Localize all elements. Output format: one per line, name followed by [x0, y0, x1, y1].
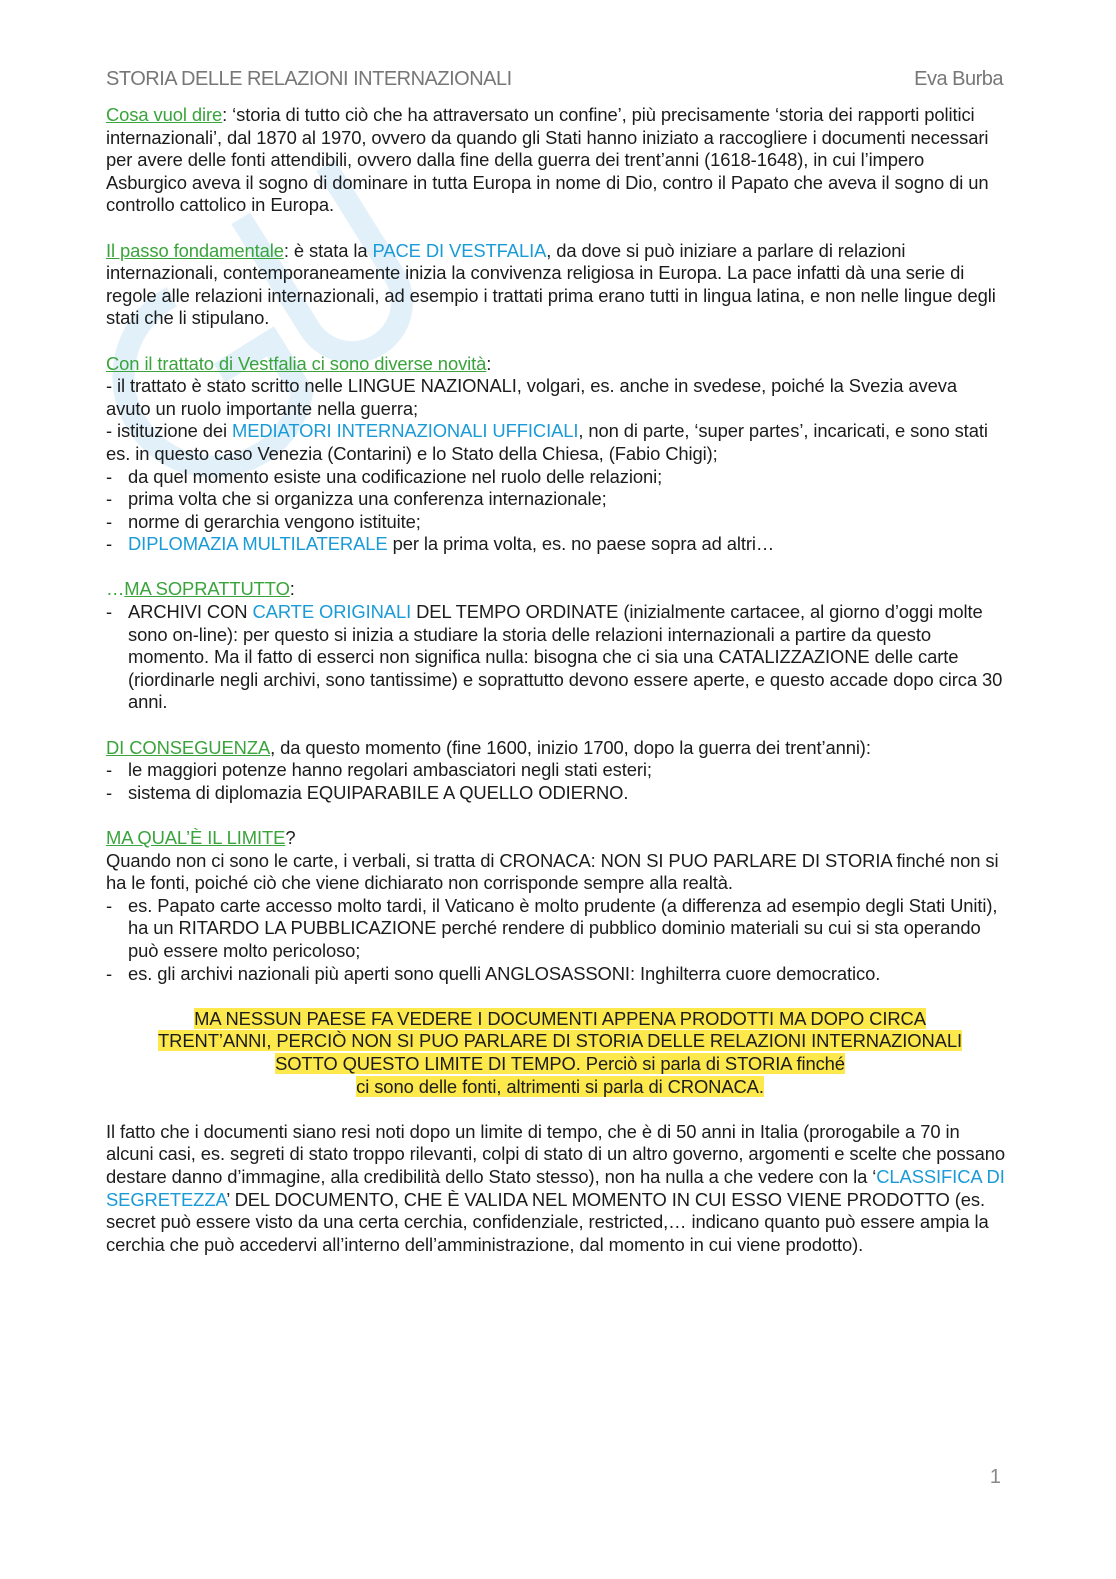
soprattutto-colon: :	[289, 578, 295, 600]
classifica-keyword: CLASSIFICA DI SEGRETEZZA	[106, 1165, 1005, 1210]
definition-label: Cosa vuol dire	[106, 104, 223, 125]
passo-label: Il passo fondamentale	[106, 239, 284, 261]
list-item: - es. Papato carte accesso molto tardi, il Vaticano è molto prudente (a differenza ad esempio degli Stati Uniti), ha un RITARDO LA PUBBLICAZIONE perché rendere di pubblico dominio materiali su cui si sta operando può essere molto pericoloso;	[106, 895, 1006, 963]
conseguenza-list	[106, 759, 1006, 804]
highlight-line: TRENT’ANNI, PERCIÒ NON SI PUO PARLARE DI STORIA DELLE RELAZIONI INTERNAZIONALI	[158, 1030, 962, 1052]
limite-text: Quando non ci sono le carte, i verbali, si tratta di CRONACA: NON SI PUO PARLARE DI STORIA finché non si ha le fonti, poiché ciò che viene dichiarato non corrisponde sempre alla realtà.	[106, 849, 999, 894]
archivi-text-a: ARCHIVI CON	[128, 601, 253, 623]
novita-line-2	[106, 420, 1006, 465]
conseguenza-label: DI CONSEGUENZA	[106, 736, 271, 758]
novita-list	[106, 466, 1006, 556]
list-item	[106, 533, 1006, 556]
list-item: - prima volta che si organizza una conferenza internazionale;	[106, 488, 1006, 511]
paragraph-segretezza	[106, 1121, 1006, 1257]
document-title: STORIA DELLE RELAZIONI INTERNAZIONALI	[106, 68, 512, 90]
diplomazia-text: per la prima volta, es. no paese sopra ad altri…	[387, 533, 775, 555]
list-item: - norme di gerarchia vengono istituite;	[106, 511, 1006, 534]
author-name: Eva Burba	[914, 68, 1003, 90]
section-conseguenza	[106, 737, 1006, 805]
section-soprattutto	[106, 578, 1006, 714]
page-number: 1	[989, 1466, 1001, 1488]
highlight-line: SOTTO QUESTO LIMITE DI TEMPO. Perciò si parla di STORIA finché	[275, 1052, 845, 1074]
paragraph-passo	[106, 240, 1006, 330]
novita-line-2-a: - istituzione dei	[106, 420, 232, 442]
list-item: - da quel momento esiste una codificazione nel ruolo delle relazioni;	[106, 466, 1006, 489]
highlight-line: ci sono delle fonti, altrimenti si parla di CRONACA.	[356, 1075, 764, 1097]
highlight-line: MA NESSUN PAESE FA VEDERE I DOCUMENTI APPENA PRODOTTI MA DOPO CIRCA	[194, 1007, 926, 1029]
pace-vestfalia-keyword: PACE DI VESTFALIA	[372, 239, 547, 261]
passo-text-a: : è stata la	[283, 239, 373, 261]
soprattutto-list	[106, 601, 1006, 714]
passo-text-b: , da dove si può iniziare a parlare di relazioni internazionali, contemporaneamente inizia la convivenza religiosa in Europa. La pace infatti dà una serie di regole alle relazioni internazionali, ad esempio i trattati prima erano tutti in lingua latina, e non nelle lingue degli stati che li stipulano.	[106, 239, 996, 329]
diplomazia-keyword: DIPLOMAZIA MULTILATERALE	[128, 533, 388, 555]
document-body	[106, 104, 1006, 1256]
archivi-text-b: DEL TEMPO ORDINATE (inizialmente cartacee, al giorno d’oggi molte sono on-line): per questo si inizia a studiare la storia delle relazioni internazionali a partire da questo momento. Ma il fatto di esserci non significa nulla: bisogna che ci sia una CATALIZZAZIONE delle carte (riordinarle negli archivi, sono tantissime) e soprattutto devono essere aperte, e questo accade dopo circa 30 anni.	[128, 601, 1003, 713]
highlighted-note	[106, 1008, 1006, 1098]
soprattutto-label: MA SOPRATTUTTO	[124, 578, 290, 600]
list-item: - es. gli archivi nazionali più aperti sono quelli ANGLOSASSONI: Inghilterra cuore democratico.	[106, 963, 1006, 986]
segretezza-text-a: Il fatto che i documenti siano resi noti dopo un limite di tempo, che è di 50 anni in Italia (prorogabile a 70 in alcuni casi, es. segreti di stato troppo rilevanti, colpi di stato di un altro governo, argomenti e scelte che possano destare danno d’immagine, alla credibilità dello Stato stesso), non ha nulla a che vedere con la ‘	[106, 1120, 1006, 1187]
conseguenza-text: , da questo momento (fine 1600, inizio 1700, dopo la guerra dei trent’anni):	[270, 736, 871, 758]
soprattutto-ellipsis: …	[106, 578, 125, 600]
page-header	[106, 68, 1003, 91]
limite-list	[106, 895, 1006, 985]
novita-colon: :	[486, 352, 492, 374]
paragraph-definition	[106, 104, 1006, 217]
list-item: - sistema di diplomazia EQUIPARABILE A QUELLO ODIERNO.	[106, 782, 1006, 805]
section-novita	[106, 353, 1006, 556]
novita-line-2-b: , non di parte, ‘super partes’, incaricati, e sono stati es. in questo caso Venezia (Contarini) e lo Stato della Chiesa, (Fabio Chigi);	[106, 420, 988, 464]
list-item: - le maggiori potenze hanno regolari ambasciatori negli stati esteri;	[106, 759, 1006, 782]
limite-label: MA QUAL’È IL LIMITE	[106, 827, 286, 848]
novita-line-1: - il trattato è stato scritto nelle LINGUE NAZIONALI, volgari, es. anche in svedese, poiché la Svezia aveva avuto un ruolo importante nella guerra;	[106, 375, 957, 419]
limite-qmark: ?	[285, 827, 296, 848]
novita-label: Con il trattato di Vestfalia ci sono diverse novità	[106, 352, 487, 374]
segretezza-text-b: ’ DEL DOCUMENTO, CHE È VALIDA NEL MOMENTO IN CUI ESSO VIENE PRODOTTO (es. secret può essere visto da una certa cerchia, confidenziale, restricted,… indicano quanto può essere ampia la cerchia che può accedervi all’interno dell’amministrazione, dal momento in cui viene prodotto).	[106, 1188, 989, 1255]
carte-originali-keyword: CARTE ORIGINALI	[252, 601, 412, 623]
mediatori-keyword: MEDIATORI INTERNAZIONALI UFFICIALI	[231, 420, 579, 442]
definition-text: : ‘storia di tutto ciò che ha attraversato un confine’, più precisamente ‘storia dei rapporti politici internazionali’, dal 1870 al 1970, ovvero da quando gli Stati hanno iniziato a raccogliere i documenti necessari per avere delle fonti attendibili, ovvero dalla fine della guerra dei trent’anni (1618-1648), in cui l’impero Asburgico aveva il sogno di dominare in tutta Europa in nome di Dio, contro il Papato che aveva il sogno di un controllo cattolico in Europa.	[106, 104, 989, 216]
section-limite	[106, 827, 1006, 985]
list-item	[106, 601, 1006, 714]
